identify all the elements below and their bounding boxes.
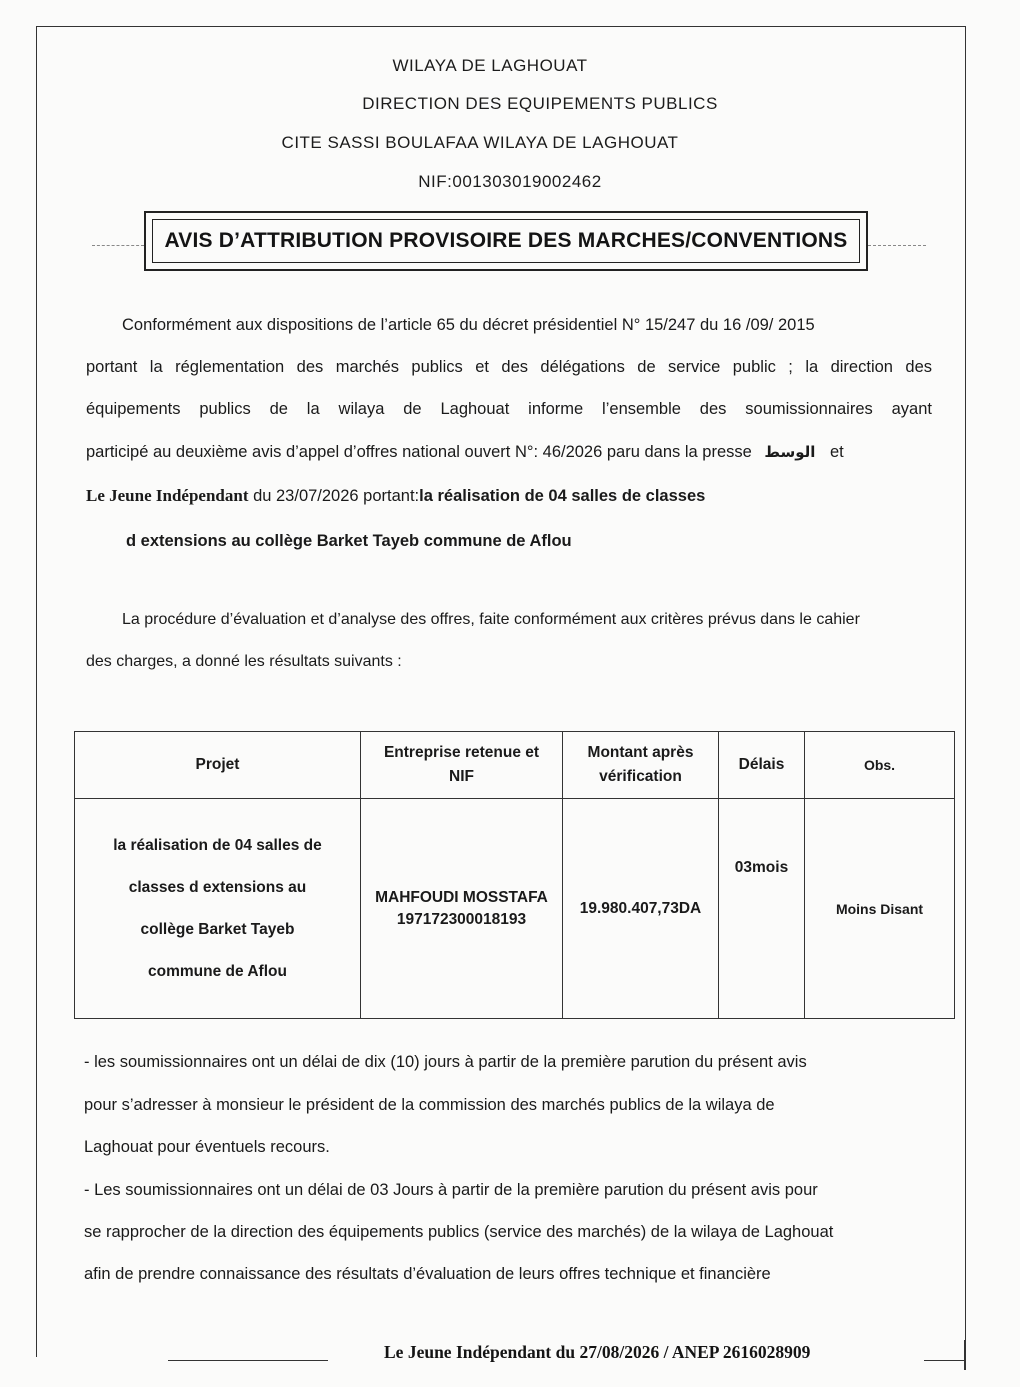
cell-projet: la réalisation de 04 salles de classes d extensions au collège Barket Tayeb commune de Aflou [75, 799, 361, 1019]
title-dash-right [868, 245, 926, 246]
col-header-projet: Projet [75, 732, 361, 799]
header-nif: NIF:001303019002462 [418, 172, 602, 191]
cell-obs: Moins Disant [805, 799, 955, 1019]
newspaper-name: Le Jeune Indépendant [86, 486, 249, 505]
frame-edge [964, 1340, 966, 1370]
intro-line-4-text: participé au deuxième avis d’appel d’offres national ouvert N°: 46/2026 paru dans la presse [86, 443, 752, 461]
footer-publication: Le Jeune Indépendant du 27/08/2026 / ANEP 2616028909 [384, 1342, 811, 1362]
title-box [144, 211, 868, 271]
procedure-line-1: La procédure d’évaluation et d’analyse des offres, faite conformément aux critères prévus dans le cahier [122, 611, 860, 628]
results-table [74, 731, 955, 1019]
header-address: CITE SASSI BOULAFAA WILAYA DE LAGHOUAT [281, 133, 679, 152]
newspaper-arabic-name: الوسط [764, 443, 816, 461]
company-name: MAHFOUDI MOSSTAFA [375, 888, 548, 906]
intro-line-3: équipements publics de la wilaya de Laghouat informe l’ensemble des soumissionnaires ayant [86, 400, 932, 418]
col-header-entreprise: Entreprise retenue et NIF [361, 732, 563, 799]
note-1-line-3: Laghouat pour éventuels recours. [84, 1138, 330, 1156]
header-wilaya: WILAYA DE LAGHOUAT [392, 56, 588, 75]
company-nif: 197172300018193 [396, 910, 527, 928]
intro-line-5-date: du 23/07/2026 portant: [248, 487, 420, 505]
col-header-montant: Montant après vérification [563, 732, 719, 799]
table-row [75, 799, 955, 1019]
intro-line-1: Conformément aux dispositions de l’article 65 du décret présidentiel N° 15/247 du 16 /09/ 2015 [122, 316, 815, 334]
cell-entreprise [361, 799, 563, 1019]
note-2-line-1: - Les soumissionnaires ont un délai de 03 Jours à partir de la première parution du présent avis pour [84, 1181, 818, 1199]
table-header-row [75, 732, 955, 799]
note-1-line-1: - les soumissionnaires ont un délai de dix (10) jours à partir de la première parution du présent avis [84, 1053, 807, 1071]
header-direction: DIRECTION DES EQUIPEMENTS PUBLICS [362, 94, 718, 113]
col-header-delais: Délais [719, 732, 805, 799]
footer-rule-left [168, 1360, 328, 1361]
intro-line-4 [86, 442, 844, 462]
intro-line-2: portant la réglementation des marchés publics et des délégations de service public ; la direction des [86, 358, 932, 376]
col-header-obs: Obs. [805, 732, 955, 799]
intro-line-4-and: et [829, 443, 844, 461]
cell-delais: 03mois [719, 799, 805, 1019]
cell-montant: 19.980.407,73DA [563, 799, 719, 1019]
project-subject: la réalisation de 04 salles de classes [419, 487, 706, 505]
intro-line-6: d extensions au collège Barket Tayeb commune de Aflou [126, 532, 572, 550]
footer-rule-right [924, 1360, 966, 1361]
document-title: AVIS D’ATTRIBUTION PROVISOIRE DES MARCHES/CONVENTIONS [152, 219, 860, 263]
note-2-line-3: afin de prendre connaissance des résultats d’évaluation de leurs offres technique et financière [84, 1265, 771, 1283]
intro-line-5 [86, 486, 705, 506]
title-dash-left [92, 245, 144, 246]
procedure-line-2: des charges, a donné les résultats suivants : [86, 653, 402, 670]
note-1-line-2: pour s’adresser à monsieur le président de la commission des marchés publics de la wilaya de [84, 1096, 775, 1114]
note-2-line-2: se rapprocher de la direction des équipements publics (service des marchés) de la wilaya de Laghouat [84, 1223, 834, 1241]
